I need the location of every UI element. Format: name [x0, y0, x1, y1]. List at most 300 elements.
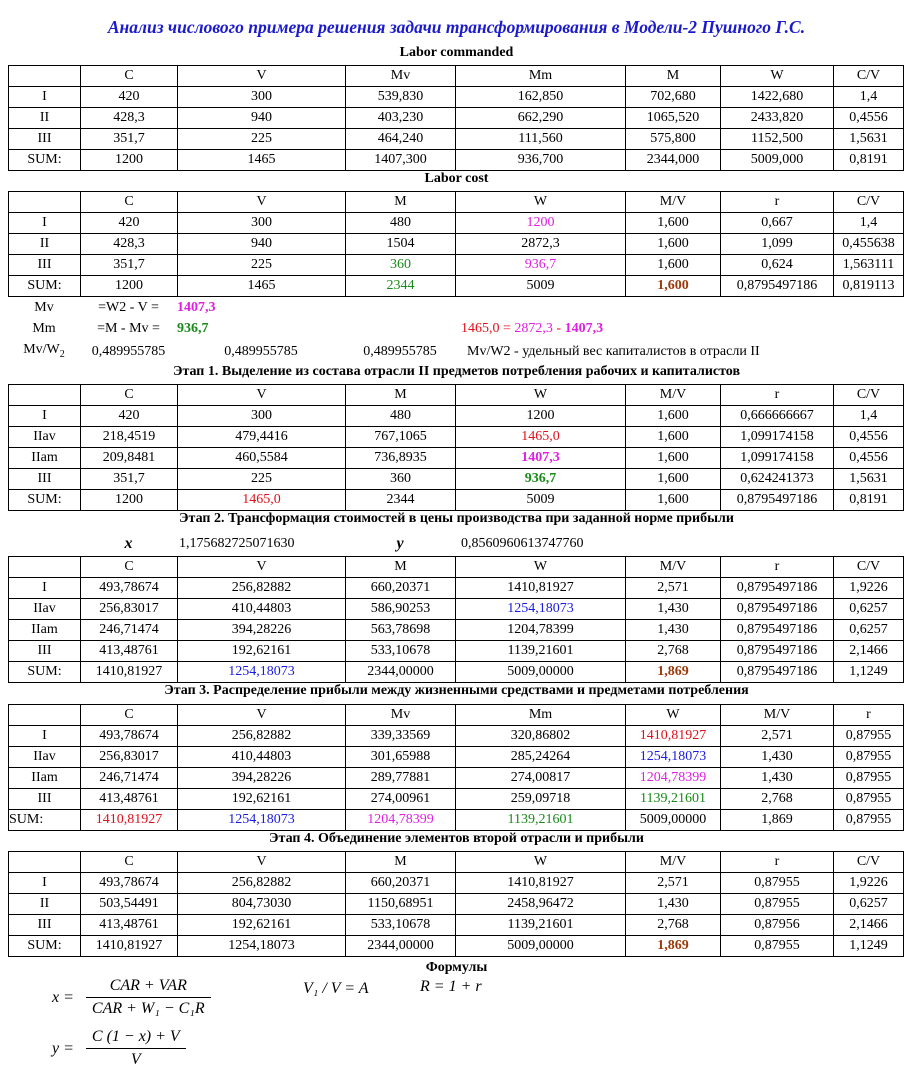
table-cell: 539,830: [346, 87, 456, 108]
table-cell: 1410,81927: [626, 726, 721, 747]
table-row: [9, 789, 904, 810]
column-header: C: [81, 66, 178, 87]
table-row: [9, 810, 904, 831]
table-cell: 0,8795497186: [721, 490, 834, 511]
table-cell: 339,33569: [346, 726, 456, 747]
table-cell: 1,563111: [834, 255, 904, 276]
row-label: III: [9, 469, 81, 490]
row-label: III: [9, 915, 81, 936]
table-row: [9, 469, 904, 490]
table-cell: 410,44803: [178, 747, 346, 768]
table-cell: 413,48761: [81, 789, 178, 810]
x-formula: x = $\frac{\text{CAR + VAR}}{\text{CAR + W₁ − C₁R}}$: [52, 977, 211, 1018]
table-cell: 351,7: [81, 129, 178, 150]
table-cell: 1410,81927: [81, 936, 178, 957]
table-cell: 0,4556: [834, 108, 904, 129]
table-cell: 1407,300: [346, 150, 456, 171]
table-cell: 1,600: [626, 406, 721, 427]
table-cell: 413,48761: [81, 915, 178, 936]
table-row: [9, 108, 904, 129]
table-cell: 274,00961: [346, 789, 456, 810]
va-formula: V₁ / V = A: [303, 980, 369, 997]
table-cell: 225: [178, 129, 346, 150]
table-cell: 736,8935: [346, 448, 456, 469]
table-row: [9, 427, 904, 448]
table-cell: 493,78674: [81, 873, 178, 894]
table-cell: 5009: [456, 276, 626, 297]
column-header: C/V: [834, 557, 904, 578]
xy-parameters: [8, 533, 903, 554]
table-cell: 533,10678: [346, 641, 456, 662]
share-note: Mv/W2 - удельный вес капиталистов в отрасли II: [467, 344, 760, 360]
stage4-header-row: [9, 852, 904, 873]
table-cell: 1465,0: [456, 427, 626, 448]
column-header: V: [178, 557, 346, 578]
table-cell: 586,90253: [346, 599, 456, 620]
y-value: 0,8560960613747760: [461, 536, 584, 551]
column-header: Mm: [456, 66, 626, 87]
table-cell: 300: [178, 406, 346, 427]
table-cell: 2,1466: [834, 915, 904, 936]
table-cell: 1254,18073: [178, 936, 346, 957]
column-header: C: [81, 385, 178, 406]
labor-cost-table: [8, 191, 904, 297]
table-cell: 246,71474: [81, 620, 178, 641]
row-label: SUM:: [9, 662, 81, 683]
table-cell: 0,455638: [834, 234, 904, 255]
column-header: V: [178, 66, 346, 87]
table-cell: 1200: [81, 490, 178, 511]
table-row: [9, 150, 904, 171]
table-cell: 1,869: [721, 810, 834, 831]
table-cell: 0,87955: [721, 936, 834, 957]
table-cell: 1,430: [721, 747, 834, 768]
column-header: M: [626, 66, 721, 87]
table-cell: 767,1065: [346, 427, 456, 448]
table-cell: 1,9226: [834, 578, 904, 599]
row-label: SUM:: [9, 810, 81, 831]
table-row: [9, 87, 904, 108]
column-header: M/V: [626, 852, 721, 873]
table-cell: 0,87955: [834, 726, 904, 747]
x-label: x: [124, 535, 133, 552]
column-header: M: [346, 192, 456, 213]
mv-value: 1407,3: [177, 300, 216, 315]
labor-commanded-heading: Labor commanded: [399, 45, 514, 60]
y-label: y: [396, 535, 404, 552]
table-cell: 0,819113: [834, 276, 904, 297]
column-header: Mm: [456, 705, 626, 726]
table-cell: 1410,81927: [81, 662, 178, 683]
table-row: [9, 873, 904, 894]
table-cell: 1150,68951: [346, 894, 456, 915]
table-cell: 256,83017: [81, 747, 178, 768]
table-row: [9, 599, 904, 620]
table-cell: 403,230: [346, 108, 456, 129]
table-cell: 1465: [178, 150, 346, 171]
table-cell: 533,10678: [346, 915, 456, 936]
table-cell: 1152,500: [721, 129, 834, 150]
table-cell: 300: [178, 213, 346, 234]
table-cell: 480: [346, 406, 456, 427]
table-cell: 0,624: [721, 255, 834, 276]
row-label: I: [9, 406, 81, 427]
column-header: V: [178, 385, 346, 406]
table-cell: 1,4: [834, 87, 904, 108]
column-header: C: [81, 557, 178, 578]
table-cell: 225: [178, 469, 346, 490]
table-cell: 394,28226: [178, 768, 346, 789]
table-row: [9, 726, 904, 747]
table-cell: 2344: [346, 490, 456, 511]
table-row: [9, 894, 904, 915]
mv-label: Mv: [34, 300, 54, 315]
table-cell: 274,00817: [456, 768, 626, 789]
table-cell: 420: [81, 406, 178, 427]
table-cell: 1422,680: [721, 87, 834, 108]
table-cell: 1200: [81, 276, 178, 297]
table-row: [9, 213, 904, 234]
table-cell: 420: [81, 87, 178, 108]
column-header: [9, 66, 81, 87]
labor-cost-notes: [8, 297, 903, 365]
column-header: C/V: [834, 852, 904, 873]
y-formula: y = $\frac{C (1 - x) + V}{V}$: [52, 1028, 186, 1069]
table-cell: 351,7: [81, 255, 178, 276]
stage1-table: [8, 384, 904, 511]
table-row: [9, 620, 904, 641]
table-cell: 493,78674: [81, 726, 178, 747]
table-cell: 460,5584: [178, 448, 346, 469]
mv-formula: =W2 - V =: [98, 300, 159, 315]
table-cell: 662,290: [456, 108, 626, 129]
row-label: III: [9, 789, 81, 810]
table-cell: 209,8481: [81, 448, 178, 469]
table-cell: 1,430: [626, 599, 721, 620]
table-cell: 0,87955: [834, 789, 904, 810]
table-cell: 192,62161: [178, 641, 346, 662]
table-cell: 1,430: [626, 894, 721, 915]
share-value-2: 0,489955785: [224, 344, 298, 360]
row-label: I: [9, 873, 81, 894]
table-cell: 2,571: [721, 726, 834, 747]
table-row: [9, 936, 904, 957]
table-cell: 940: [178, 108, 346, 129]
table-cell: 0,667: [721, 213, 834, 234]
r-formula: R = 1 + r: [420, 978, 482, 995]
column-header: V: [178, 705, 346, 726]
table-cell: 1139,21601: [456, 810, 626, 831]
table-cell: 479,4416: [178, 427, 346, 448]
row-label: SUM:: [9, 490, 81, 511]
x-value: 1,175682725071630: [179, 536, 295, 551]
table-cell: 256,82882: [178, 578, 346, 599]
column-header: [9, 705, 81, 726]
table-cell: 575,800: [626, 129, 721, 150]
column-header: W: [456, 852, 626, 873]
check-equation: 1465,0 = 2872,3 - 1407,3: [461, 321, 604, 336]
table-row: [9, 747, 904, 768]
row-label: SUM:: [9, 150, 81, 171]
labor-commanded-header-row: [9, 66, 904, 87]
table-cell: 2,571: [626, 873, 721, 894]
table-cell: 192,62161: [178, 915, 346, 936]
stage4-table: [8, 851, 904, 957]
table-cell: 1254,18073: [178, 810, 346, 831]
column-header: M: [346, 557, 456, 578]
mm-formula: =M - Mv =: [97, 321, 160, 336]
column-header: [9, 192, 81, 213]
stage3-table: [8, 704, 904, 831]
table-cell: 5009,00000: [456, 936, 626, 957]
row-label: SUM:: [9, 936, 81, 957]
column-header: M/V: [626, 385, 721, 406]
table-cell: 111,560: [456, 129, 626, 150]
mm-label: Mm: [32, 321, 56, 336]
table-cell: 0,87955: [721, 873, 834, 894]
table-cell: 1,9226: [834, 873, 904, 894]
table-cell: 246,71474: [81, 768, 178, 789]
column-header: M: [346, 852, 456, 873]
column-header: [9, 852, 81, 873]
labor-commanded-table: [8, 65, 904, 171]
table-cell: 0,87956: [721, 915, 834, 936]
column-header: Mv: [346, 705, 456, 726]
table-cell: 420: [81, 213, 178, 234]
table-cell: 464,240: [346, 129, 456, 150]
column-header: [9, 385, 81, 406]
table-cell: 940: [178, 234, 346, 255]
table-cell: 1204,78399: [456, 620, 626, 641]
table-cell: 1065,520: [626, 108, 721, 129]
table-cell: 1200: [81, 150, 178, 171]
table-cell: 1,5631: [834, 129, 904, 150]
column-header: C: [81, 852, 178, 873]
table-cell: 0,666666667: [721, 406, 834, 427]
table-cell: 218,4519: [81, 427, 178, 448]
table-cell: 2344,00000: [346, 662, 456, 683]
formulas-heading: Формулы: [425, 960, 488, 975]
table-cell: 1,869: [626, 936, 721, 957]
column-header: M/V: [721, 705, 834, 726]
mm-value: 936,7: [177, 321, 209, 336]
table-cell: 285,24264: [456, 747, 626, 768]
table-cell: 428,3: [81, 234, 178, 255]
column-header: r: [721, 192, 834, 213]
column-header: r: [721, 852, 834, 873]
table-cell: 1139,21601: [456, 915, 626, 936]
table-cell: 162,850: [456, 87, 626, 108]
row-label: IIam: [9, 768, 81, 789]
table-cell: 1465,0: [178, 490, 346, 511]
table-cell: 0,8795497186: [721, 276, 834, 297]
stage2-table: [8, 556, 904, 683]
table-cell: 1204,78399: [626, 768, 721, 789]
column-header: W: [456, 385, 626, 406]
column-header: W: [456, 192, 626, 213]
table-cell: 0,8795497186: [721, 599, 834, 620]
column-header: V: [178, 852, 346, 873]
stage2-header-row: [9, 557, 904, 578]
table-row: [9, 406, 904, 427]
stage1-heading: Этап 1. Выделение из состава отрасли II предметов потребления рабочих и капиталистов: [172, 364, 741, 379]
table-cell: 410,44803: [178, 599, 346, 620]
share-value-1: 0,489955785: [91, 344, 166, 360]
column-header: M/V: [626, 557, 721, 578]
table-cell: 1,5631: [834, 469, 904, 490]
column-header: C: [81, 705, 178, 726]
row-label: I: [9, 213, 81, 234]
column-header: r: [834, 705, 904, 726]
table-cell: 503,54491: [81, 894, 178, 915]
table-cell: 660,20371: [346, 873, 456, 894]
row-label: IIav: [9, 427, 81, 448]
table-cell: 394,28226: [178, 620, 346, 641]
table-row: [9, 915, 904, 936]
column-header: r: [721, 557, 834, 578]
table-cell: 1410,81927: [456, 578, 626, 599]
table-row: [9, 129, 904, 150]
table-cell: 1,600: [626, 490, 721, 511]
table-cell: 1,099174158: [721, 448, 834, 469]
table-cell: 256,83017: [81, 599, 178, 620]
row-label: III: [9, 129, 81, 150]
labor-cost-heading: Labor cost: [424, 171, 489, 186]
table-cell: 1,600: [626, 276, 721, 297]
table-cell: 0,87955: [834, 768, 904, 789]
table-row: [9, 448, 904, 469]
table-cell: 1200: [456, 213, 626, 234]
table-cell: 2,768: [626, 915, 721, 936]
table-cell: 301,65988: [346, 747, 456, 768]
table-cell: 1,600: [626, 234, 721, 255]
table-cell: 2344: [346, 276, 456, 297]
table-cell: 5009: [456, 490, 626, 511]
table-cell: 0,6257: [834, 620, 904, 641]
table-row: [9, 578, 904, 599]
table-cell: 480: [346, 213, 456, 234]
table-cell: 259,09718: [456, 789, 626, 810]
row-label: IIav: [9, 747, 81, 768]
row-label: IIav: [9, 599, 81, 620]
table-cell: 1139,21601: [626, 789, 721, 810]
table-cell: 2433,820: [721, 108, 834, 129]
table-cell: 0,6257: [834, 599, 904, 620]
column-header: [9, 557, 81, 578]
table-cell: 0,8795497186: [721, 578, 834, 599]
column-header: Mv: [346, 66, 456, 87]
table-cell: 1,430: [626, 620, 721, 641]
column-header: C/V: [834, 385, 904, 406]
formulas-block: [0, 958, 913, 1085]
table-cell: 0,8191: [834, 150, 904, 171]
table-cell: 0,4556: [834, 448, 904, 469]
table-cell: 2,571: [626, 578, 721, 599]
table-cell: 1407,3: [456, 448, 626, 469]
table-cell: 936,700: [456, 150, 626, 171]
table-cell: 192,62161: [178, 789, 346, 810]
table-cell: 1139,21601: [456, 641, 626, 662]
table-cell: 563,78698: [346, 620, 456, 641]
table-row: [9, 641, 904, 662]
table-cell: 320,86802: [456, 726, 626, 747]
table-cell: 702,680: [626, 87, 721, 108]
table-cell: 289,77881: [346, 768, 456, 789]
table-cell: 360: [346, 255, 456, 276]
table-cell: 1200: [456, 406, 626, 427]
table-cell: 256,82882: [178, 873, 346, 894]
row-label: SUM:: [9, 276, 81, 297]
page-title: Анализ числового примера решения задачи трансформирования в Модели-2 Пушного Г.С.: [107, 17, 806, 37]
table-row: [9, 768, 904, 789]
table-cell: 413,48761: [81, 641, 178, 662]
table-cell: 0,624241373: [721, 469, 834, 490]
row-label: I: [9, 726, 81, 747]
table-cell: 2,1466: [834, 641, 904, 662]
table-cell: 1465: [178, 276, 346, 297]
table-cell: 1,1249: [834, 936, 904, 957]
table-row: [9, 276, 904, 297]
table-cell: 360: [346, 469, 456, 490]
table-cell: 2344,000: [626, 150, 721, 171]
row-label: III: [9, 641, 81, 662]
column-header: M/V: [626, 192, 721, 213]
column-header: C: [81, 192, 178, 213]
stage3-header-row: [9, 705, 904, 726]
share-value-3: 0,489955785: [363, 344, 437, 360]
table-cell: 1,600: [626, 427, 721, 448]
table-cell: 2,768: [721, 789, 834, 810]
table-cell: 660,20371: [346, 578, 456, 599]
table-cell: 256,82882: [178, 726, 346, 747]
table-cell: 2,768: [626, 641, 721, 662]
row-label: I: [9, 578, 81, 599]
table-cell: 351,7: [81, 469, 178, 490]
column-header: W: [721, 66, 834, 87]
table-cell: 1,600: [626, 213, 721, 234]
table-cell: 0,8191: [834, 490, 904, 511]
table-cell: 1,600: [626, 448, 721, 469]
table-cell: 1504: [346, 234, 456, 255]
table-cell: 1410,81927: [456, 873, 626, 894]
column-header: r: [721, 385, 834, 406]
stage4-heading: Этап 4. Объединение элементов второй отрасли и прибыли: [269, 831, 644, 846]
table-cell: 5009,000: [721, 150, 834, 171]
table-cell: 0,6257: [834, 894, 904, 915]
table-cell: 300: [178, 87, 346, 108]
column-header: W: [456, 557, 626, 578]
row-label: IIam: [9, 620, 81, 641]
table-cell: 1,600: [626, 469, 721, 490]
row-label: IIam: [9, 448, 81, 469]
table-cell: 1,1249: [834, 662, 904, 683]
table-cell: 0,87955: [834, 747, 904, 768]
table-cell: 1,4: [834, 406, 904, 427]
table-cell: 1,430: [721, 768, 834, 789]
table-cell: 2344,00000: [346, 936, 456, 957]
stage2-heading: Этап 2. Трансформация стоимостей в цены производства при заданной норме прибыли: [179, 511, 734, 526]
stage3-heading: Этап 3. Распределение прибыли между жизненными средствами и предметами потребления: [164, 683, 749, 698]
table-cell: 0,8795497186: [721, 662, 834, 683]
table-cell: 493,78674: [81, 578, 178, 599]
row-label: III: [9, 255, 81, 276]
table-row: [9, 234, 904, 255]
table-cell: 0,8795497186: [721, 641, 834, 662]
table-cell: 1254,18073: [178, 662, 346, 683]
row-label: II: [9, 108, 81, 129]
share-label: $Mv/W_2$: [23, 342, 65, 360]
table-cell: 225: [178, 255, 346, 276]
